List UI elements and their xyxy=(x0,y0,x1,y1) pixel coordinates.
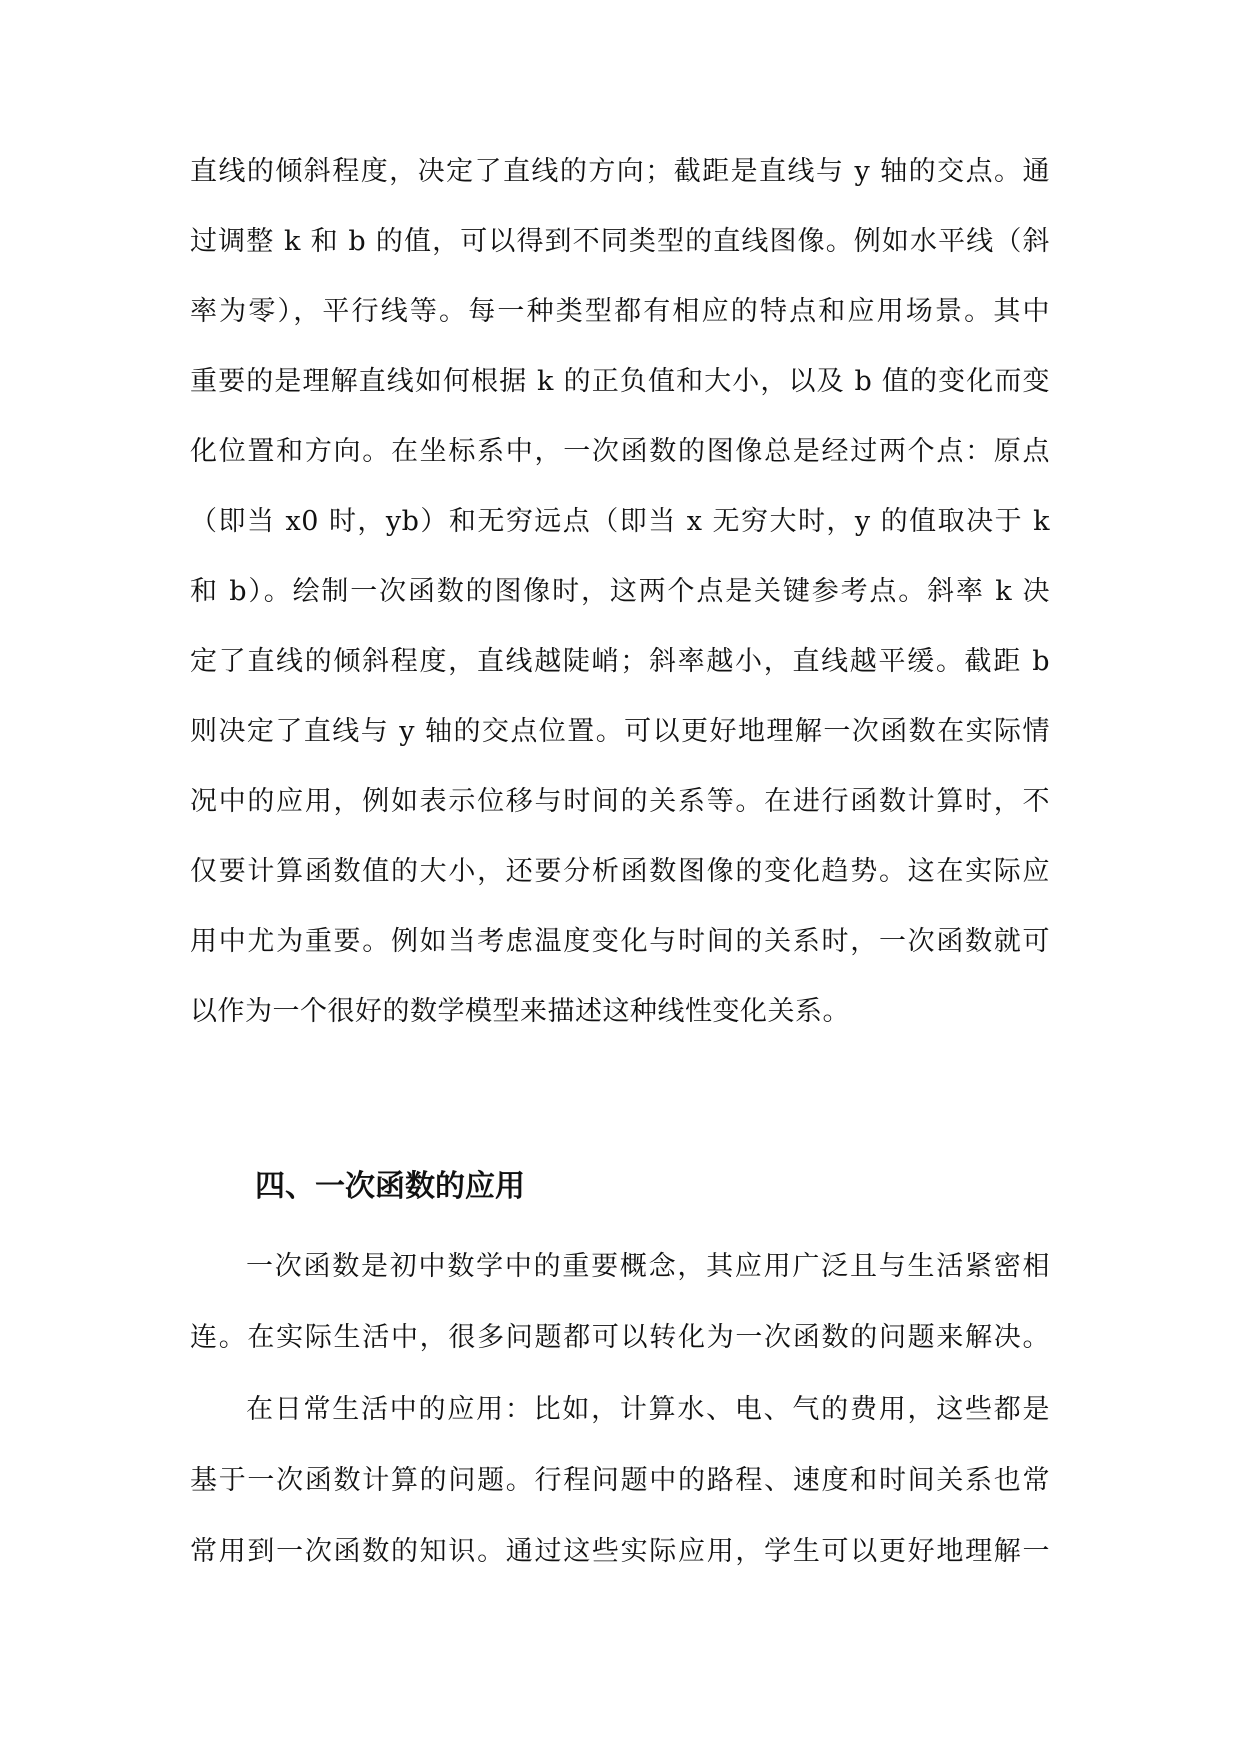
paragraph-text-line: 基于一次函数计算的问题。行程问题中的路程、速度和时间关系也常 xyxy=(190,1465,1050,1496)
paragraph-text-line: 在日常生活中的应用：比如，计算水、电、气的费用，这些都是 xyxy=(246,1394,1050,1425)
body-text-line: 直线的倾斜程度，决定了直线的方向；截距是直线与 y 轴的交点。通 xyxy=(190,156,1050,187)
body-text-line: 定了直线的倾斜程度，直线越陡峭；斜率越小，直线越平缓。截距 b xyxy=(190,646,1050,677)
body-text-line: 重要的是理解直线如何根据 k 的正负值和大小，以及 b 值的变化而变 xyxy=(190,366,1050,397)
paragraph-text-line: 常用到一次函数的知识。通过这些实际应用，学生可以更好地理解一 xyxy=(190,1536,1050,1567)
body-text-line: 况中的应用，例如表示位移与时间的关系等。在进行函数计算时，不 xyxy=(190,786,1050,817)
section-heading: 四、一次函数的应用 xyxy=(255,1169,525,1204)
body-text-line: （即当 x0 时，yb）和无穷远点（即当 x 无穷大时，y 的值取决于 k xyxy=(190,506,1050,537)
paragraph-text-line: 连。在实际生活中，很多问题都可以转化为一次函数的问题来解决。 xyxy=(190,1322,1050,1353)
body-text-line: 则决定了直线与 y 轴的交点位置。可以更好地理解一次函数在实际情 xyxy=(190,716,1050,747)
paragraph-text-line: 一次函数是初中数学中的重要概念，其应用广泛且与生活紧密相 xyxy=(246,1251,1050,1282)
body-text-line: 用中尤为重要。例如当考虑温度变化与时间的关系时，一次函数就可 xyxy=(190,926,1050,957)
body-text-line: 率为零），平行线等。每一种类型都有相应的特点和应用场景。其中 xyxy=(190,296,1050,327)
body-text-line: 以作为一个很好的数学模型来描述这种线性变化关系。 xyxy=(190,996,850,1027)
body-text-line: 和 b）。绘制一次函数的图像时，这两个点是关键参考点。斜率 k 决 xyxy=(190,576,1050,607)
body-text-line: 过调整 k 和 b 的值，可以得到不同类型的直线图像。例如水平线（斜 xyxy=(190,226,1050,257)
body-text-line: 化位置和方向。在坐标系中，一次函数的图像总是经过两个点：原点 xyxy=(190,436,1050,467)
body-text-line: 仅要计算函数值的大小，还要分析函数图像的变化趋势。这在实际应 xyxy=(190,856,1050,887)
